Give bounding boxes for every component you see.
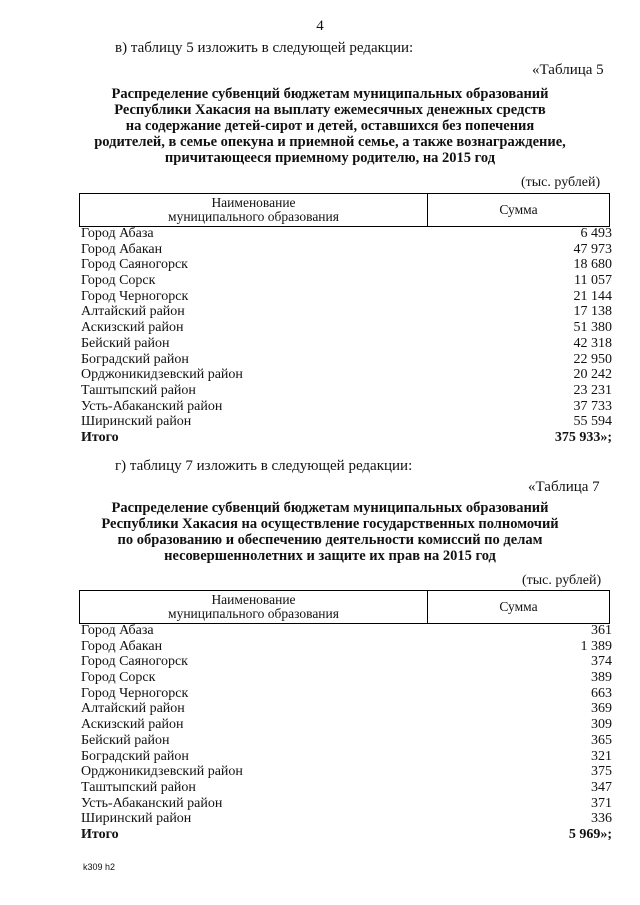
- table-row: [81, 780, 612, 796]
- row-name: Город Абакан: [81, 241, 163, 257]
- header-sum-cell: Сумма: [499, 599, 538, 614]
- row-name: Город Саяногорск: [81, 654, 188, 670]
- title-line: Распределение субвенций бюджетам муниципальных образований: [111, 86, 549, 102]
- row-value: 347: [591, 779, 612, 795]
- row-name: Усть-Абаканский район: [81, 398, 223, 414]
- row-name: Алтайский район: [81, 701, 185, 717]
- row-value: 361: [591, 623, 612, 638]
- total-row: [81, 430, 612, 446]
- row-value: 22 950: [573, 351, 612, 367]
- title-line: Республики Хакасия на осуществление государственных полномочий: [101, 516, 559, 532]
- row-name: Город Абакан: [81, 638, 163, 654]
- page-number: 4: [316, 18, 324, 34]
- table-row: [81, 686, 612, 702]
- total-label: Итого: [81, 429, 119, 445]
- table-row: [81, 670, 612, 686]
- row-value: 51 380: [573, 320, 612, 336]
- table-7-label: «Таблица 7: [528, 479, 600, 495]
- table-row: [81, 336, 612, 352]
- title-line: Распределение субвенций бюджетам муниципальных образований: [111, 500, 549, 516]
- header-name-line1: Наименование: [211, 592, 296, 607]
- table-row: [81, 367, 612, 383]
- table-row: [81, 399, 612, 415]
- row-value: 375: [591, 764, 612, 780]
- footer-code: k309 h2: [83, 862, 116, 872]
- table-row: [81, 273, 612, 289]
- table-row: [81, 639, 612, 655]
- table-5-header: [79, 193, 610, 227]
- table-7-body: [81, 623, 612, 843]
- row-value: 369: [591, 701, 612, 717]
- title-line: на содержание детей-сирот и детей, оставшихся без попечения: [125, 118, 535, 134]
- table-row: [81, 749, 612, 765]
- row-name: Город Саяногорск: [81, 257, 188, 273]
- title-line: несовершеннолетних и защите их прав на 2015 год: [164, 548, 496, 564]
- table-row: [81, 289, 612, 305]
- total-label: Итого: [81, 826, 119, 842]
- row-name: Город Сорск: [81, 670, 156, 686]
- table-5-label: «Таблица 5: [532, 62, 604, 78]
- table-row: [81, 796, 612, 812]
- title-line: причитающееся приемному родителю, на 2015 год: [164, 150, 496, 166]
- row-value: 17 138: [573, 304, 612, 320]
- row-name: Город Сорск: [81, 273, 156, 289]
- header-name-line2: муниципального образования: [168, 209, 339, 224]
- row-name: Город Абаза: [81, 623, 154, 638]
- row-value: 47 973: [573, 241, 612, 257]
- row-value: 21 144: [573, 288, 612, 304]
- row-value: 309: [591, 717, 612, 733]
- table-row: [81, 383, 612, 399]
- row-name: Ширинский район: [81, 811, 192, 827]
- row-value: 365: [591, 732, 612, 748]
- row-name: Бейский район: [81, 732, 170, 748]
- row-name: Боградский район: [81, 351, 189, 367]
- row-value: 6 493: [580, 226, 612, 241]
- row-value: 663: [591, 685, 612, 701]
- row-name: Таштыпский район: [81, 779, 196, 795]
- table-row: [81, 764, 612, 780]
- table-row: [81, 304, 612, 320]
- row-name: Таштыпский район: [81, 382, 196, 398]
- table-row: [81, 811, 612, 827]
- row-value: 18 680: [573, 257, 612, 273]
- row-name: Орджоникидзевский район: [81, 764, 243, 780]
- total-row: [81, 827, 612, 843]
- table-row: [81, 414, 612, 430]
- row-value: 371: [591, 795, 612, 811]
- row-value: 336: [591, 811, 612, 827]
- row-name: Аскизский район: [81, 320, 184, 336]
- row-value: 20 242: [573, 367, 612, 383]
- title-line: по образованию и обеспечению деятельности комиссий по делам: [117, 532, 543, 548]
- table-7-unit: (тыс. рублей): [522, 573, 602, 588]
- header-name-line2: муниципального образования: [168, 606, 339, 621]
- header-sum-cell: Сумма: [499, 202, 538, 217]
- table-row: [81, 320, 612, 336]
- total-value: 5 969»;: [568, 826, 612, 842]
- table-7-title: [60, 500, 600, 564]
- row-value: 55 594: [573, 414, 612, 430]
- table-row: [81, 717, 612, 733]
- table-row: [81, 701, 612, 717]
- row-name: Алтайский район: [81, 304, 185, 320]
- total-value: 375 933»;: [554, 429, 612, 445]
- row-name: Аскизский район: [81, 717, 184, 733]
- table-row: [81, 623, 612, 639]
- title-line: Республики Хакасия на выплату ежемесячных денежных средств: [114, 102, 546, 118]
- row-value: 374: [591, 654, 612, 670]
- row-name: Город Черногорск: [81, 685, 189, 701]
- row-value: 23 231: [573, 382, 612, 398]
- header-name-line1: Наименование: [211, 195, 296, 210]
- row-name: Усть-Абаканский район: [81, 795, 223, 811]
- row-name: Бейский район: [81, 335, 170, 351]
- instruction-table-7: г) таблицу 7 изложить в следующей редакции:: [115, 458, 413, 474]
- table-5-unit: (тыс. рублей): [521, 175, 601, 190]
- table-row: [81, 352, 612, 368]
- row-value: 11 057: [574, 273, 612, 289]
- table-row: [81, 226, 612, 242]
- header-name-cell: [80, 194, 428, 226]
- row-name: Город Абаза: [81, 226, 154, 241]
- table-row: [81, 654, 612, 670]
- table-row: [81, 242, 612, 258]
- table-7-header: [79, 590, 610, 624]
- instruction-table-5: в) таблицу 5 изложить в следующей редакции:: [115, 40, 414, 56]
- row-name: Боградский район: [81, 748, 189, 764]
- row-value: 42 318: [573, 335, 612, 351]
- title-line: родителей, в семье опекуна и приемной семье, а также вознаграждение,: [94, 134, 566, 150]
- header-name-cell: [80, 591, 428, 623]
- row-name: Город Черногорск: [81, 288, 189, 304]
- row-value: 1 389: [580, 638, 612, 654]
- table-5-body: [81, 226, 612, 446]
- row-name: Ширинский район: [81, 414, 192, 430]
- table-5-title: [60, 86, 600, 166]
- row-name: Орджоникидзевский район: [81, 367, 243, 383]
- table-row: [81, 733, 612, 749]
- table-row: [81, 257, 612, 273]
- row-value: 321: [591, 748, 612, 764]
- row-value: 37 733: [573, 398, 612, 414]
- row-value: 389: [591, 670, 612, 686]
